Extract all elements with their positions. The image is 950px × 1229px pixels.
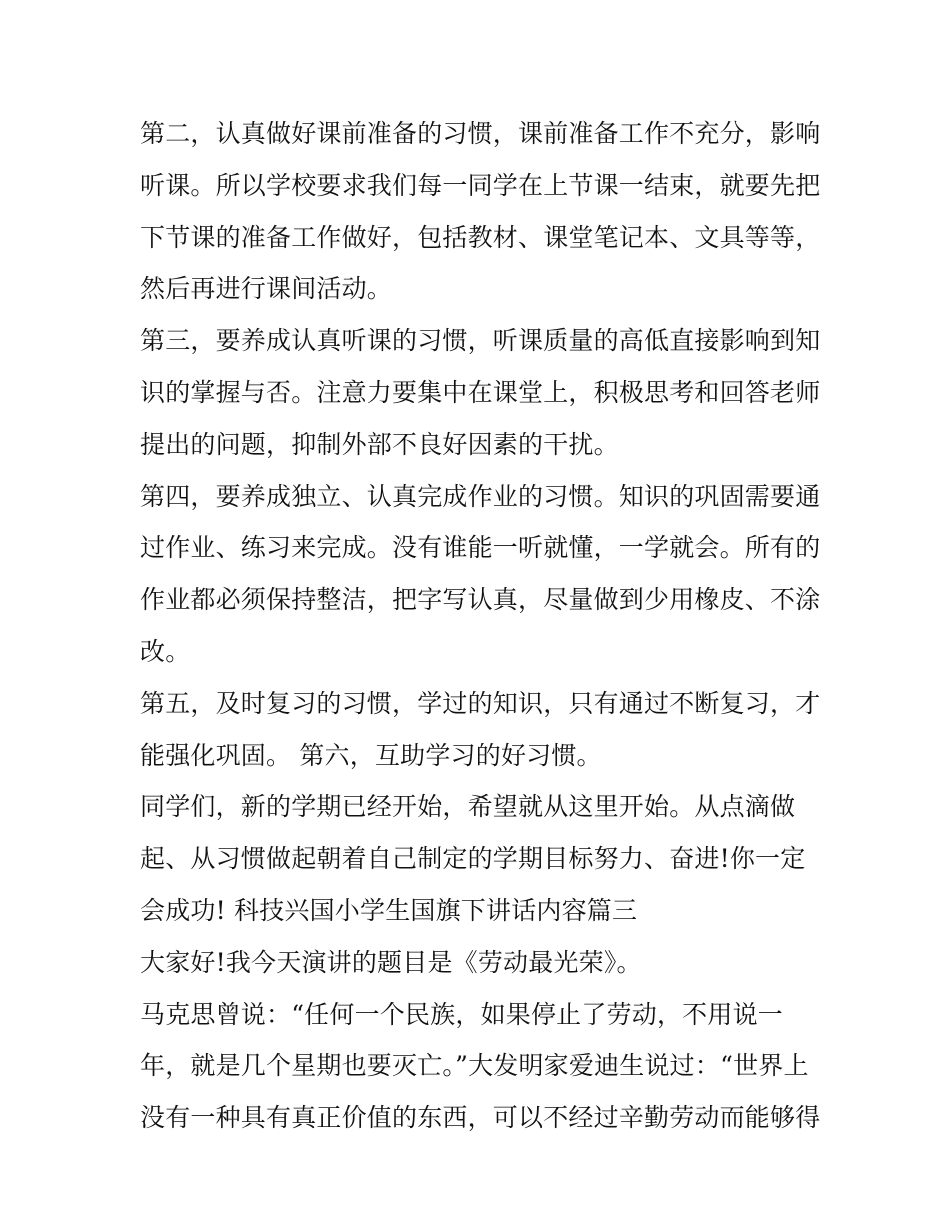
text-line: 过作业、练习来完成。没有谁能一听就懂，一学就会。所有的: [140, 533, 821, 563]
text-line: 大家好!我今天演讲的题目是《劳动最光荣》。: [140, 947, 642, 977]
text-line: 没有一种具有真正价值的东西，可以不经过辛勤劳动而能够得: [140, 1103, 821, 1133]
text-line: 第二，认真做好课前准备的习惯，课前准备工作不充分，影响: [140, 119, 821, 148]
text-line: 提出的问题，抑制外部不良好因素的干扰。: [140, 429, 619, 459]
text-line: 第五，及时复习的习惯，学过的知识，只有通过不断复习，才: [140, 688, 821, 718]
text-line: 马克思曾说：“任何一个民族，如果停止了劳动，不用说一: [140, 999, 783, 1029]
text-line: 会成功! 科技兴国小学生国旗下讲话内容篇三: [140, 895, 638, 925]
text-line: 第四，要养成独立、认真完成作业的习惯。知识的巩固需要通: [140, 481, 821, 511]
text-line: 能强化巩固。 第六，互助学习的好习惯。: [140, 740, 602, 770]
text-line: 作业都必须保持整洁，把字写认真，尽量做到少用橡皮、不涂: [140, 585, 821, 615]
text-line: 下节课的准备工作做好，包括教材、课堂笔记本、文具等等，: [140, 222, 821, 252]
text-line: 识的掌握与否。注意力要集中在课堂上，积极思考和回答老师: [140, 377, 821, 407]
text-line: 第三，要养成认真听课的习惯，听课质量的高低直接影响到知: [140, 326, 821, 356]
text-line: 改。: [140, 636, 191, 666]
text-line: 起、从习惯做起朝着自己制定的学期目标努力、奋进!你一定: [140, 844, 806, 874]
text-line: 然后再进行课间活动。: [140, 274, 393, 304]
text-line: 听课。所以学校要求我们每一同学在上节课一结束，就要先把: [140, 170, 821, 200]
text-line: 同学们，新的学期已经开始，希望就从这里开始。从点滴做: [140, 792, 796, 822]
body-text: [140, 108, 820, 1144]
text-line: 年，就是几个星期也要灭亡。”大发明家爱迪生说过：“世界上: [140, 1051, 809, 1081]
